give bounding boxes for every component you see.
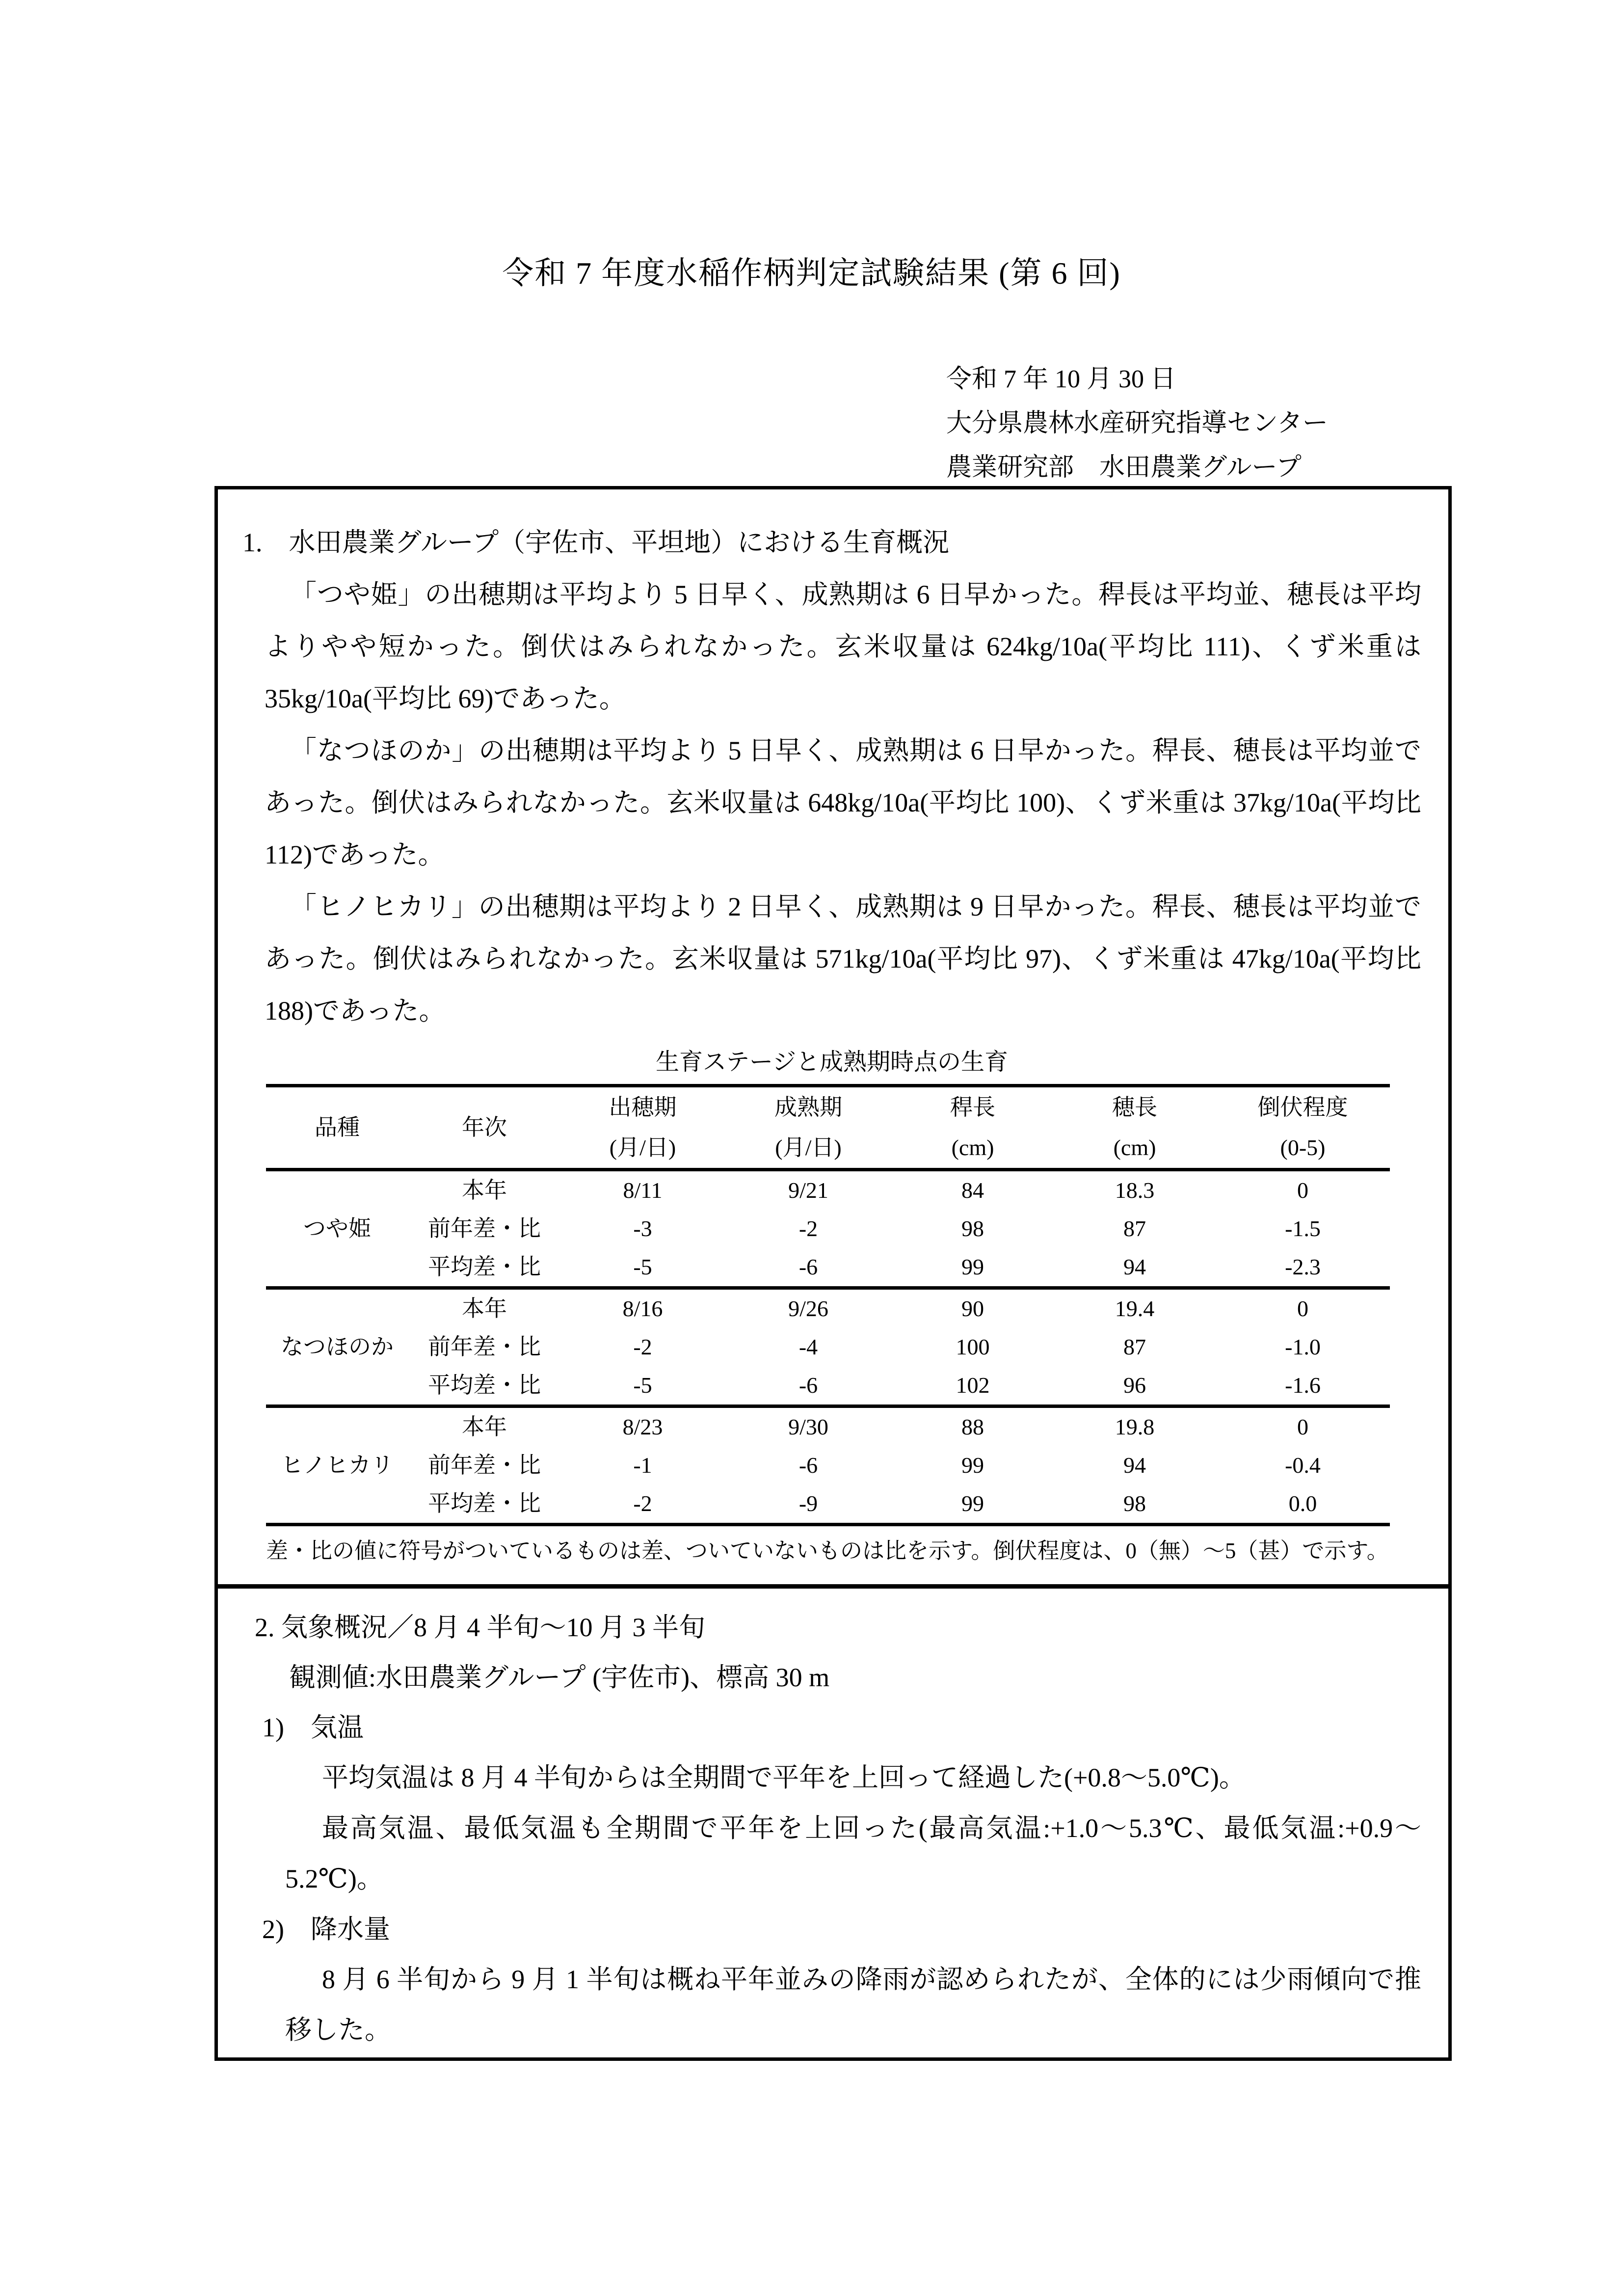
- table-cell: -1.6: [1285, 1373, 1321, 1398]
- column-header-heading-date: 出穂期: [609, 1095, 677, 1120]
- table-cell: 8/23: [622, 1414, 663, 1439]
- table-cell: 0.0: [1288, 1491, 1317, 1516]
- document-header: [946, 357, 1328, 490]
- table-cell: 87: [1123, 1334, 1146, 1359]
- table-row: [266, 1288, 1390, 1328]
- column-header-lodging: 倒伏程度: [1257, 1095, 1348, 1120]
- section2: [242, 1602, 1421, 2055]
- page-title: 令和 7 年度水稲作柄判定試験結果 (第 6 回): [502, 256, 1121, 291]
- table-cell: 99: [961, 1254, 984, 1279]
- table-header: [266, 1086, 1390, 1170]
- table-cell: -2: [798, 1216, 818, 1241]
- column-header-variety: 品種: [315, 1115, 360, 1140]
- section-divider: [218, 1584, 1448, 1589]
- table-cell: 0: [1297, 1296, 1308, 1321]
- unit-header-maturity-date: (月/日): [775, 1135, 842, 1160]
- table-cell: 87: [1123, 1216, 1146, 1241]
- table-cell: 19.8: [1115, 1414, 1155, 1439]
- temperature-paragraph-maxmin: 最高気温、最低気温も全期間で平年を上回った(最高気温:+1.0～5.3℃、最低気温:+0.9～5.2℃)。: [285, 1813, 1421, 1893]
- table-cell: -1: [633, 1453, 652, 1478]
- section1-heading: 1. 水田農業グループ（宇佐市、平坦地）における生育概況: [242, 528, 950, 557]
- table-cell: -9: [798, 1491, 818, 1516]
- table-note: 差・比の値に符号がついているものは差、ついていないものは比を示す。倒伏程度は、0（無）～5（甚）で示す。: [266, 1539, 1389, 1563]
- table-cell: 94: [1123, 1254, 1146, 1279]
- table-cell: 8/11: [623, 1178, 663, 1203]
- variety-name: なつほのか: [281, 1334, 394, 1359]
- content-box: [214, 486, 1452, 2061]
- year-type-label: 平均差・比: [428, 1491, 541, 1516]
- table-cell: -6: [798, 1254, 818, 1279]
- table-cell: -0.4: [1285, 1453, 1321, 1478]
- section2-heading: 2. 気象概況／8 月 4 半旬～10 月 3 半旬: [255, 1613, 705, 1642]
- observation-note: 観測値:水田農業グループ (宇佐市)、標高 30 m: [289, 1663, 830, 1692]
- table-cell: 0: [1297, 1414, 1308, 1439]
- table-cell: 98: [1123, 1491, 1146, 1516]
- table-cell: 94: [1123, 1453, 1146, 1478]
- growth-paragraph-hinohikari: 「ヒノヒカリ」の出穂期は平均より 2 日早く、成熟期は 9 日早かった。稈長、穂長は平均並であった。倒伏はみられなかった。玄米収量は 571kg/10a(平均比 97)、くず米重は 47kg/10a(平均比 188)であった。: [265, 892, 1421, 1026]
- table-cell: -2: [633, 1334, 652, 1359]
- table-row: [266, 1248, 1390, 1288]
- year-type-label: 本年: [462, 1178, 507, 1203]
- column-header-maturity-date: 成熟期: [774, 1095, 842, 1120]
- table-row: [266, 1485, 1390, 1525]
- column-header-culm-length: 稈長: [950, 1095, 995, 1120]
- table-cell: 9/26: [788, 1296, 828, 1321]
- table-cell: 0: [1297, 1178, 1308, 1203]
- table-row: [266, 1210, 1390, 1248]
- temperature-paragraph-average: 平均気温は 8 月 4 半旬からは全期間で平年を上回って経過した(+0.8～5.0℃)。: [322, 1763, 1246, 1792]
- column-header-year: 年次: [462, 1115, 507, 1140]
- table-cell: 84: [961, 1178, 984, 1203]
- variety-name: ヒノヒカリ: [281, 1453, 394, 1478]
- table-cell: -5: [633, 1254, 652, 1279]
- unit-header-lodging: (0-5): [1280, 1135, 1326, 1160]
- table-cell: 88: [961, 1414, 984, 1439]
- table-cell: -5: [633, 1373, 652, 1398]
- table-cell: 100: [956, 1334, 990, 1359]
- growth-paragraph-natsuhonoka: 「なつほのか」の出穂期は平均より 5 日早く、成熟期は 6 日早かった。稈長、穂長は平均並であった。倒伏はみられなかった。玄米収量は 648kg/10a(平均比 100)、くず米重は 37kg/10a(平均比 112)であった。: [265, 736, 1421, 869]
- table-cell: 98: [961, 1216, 984, 1241]
- table-cell: -1.5: [1285, 1216, 1321, 1241]
- header-organization: 大分県農林水産研究指導センター: [946, 409, 1328, 437]
- table-row: [266, 1446, 1390, 1485]
- table-cell: 19.4: [1115, 1296, 1155, 1321]
- table-row: [266, 1366, 1390, 1406]
- year-type-label: 平均差・比: [428, 1373, 541, 1398]
- year-type-label: 前年差・比: [428, 1216, 541, 1241]
- table-cell: 9/30: [788, 1414, 828, 1439]
- year-type-label: 前年差・比: [428, 1334, 541, 1359]
- table-cell: -6: [798, 1373, 818, 1398]
- table-cell: -2: [633, 1491, 652, 1516]
- table-cell: 99: [961, 1491, 984, 1516]
- table-row: [266, 1328, 1390, 1366]
- year-type-label: 本年: [462, 1296, 507, 1321]
- year-type-label: 前年差・比: [428, 1453, 541, 1478]
- header-department: 農業研究部 水田農業グループ: [946, 454, 1302, 482]
- table-cell: 90: [961, 1296, 984, 1321]
- year-type-label: 平均差・比: [428, 1254, 541, 1279]
- precipitation-paragraph: 8 月 6 半旬から 9 月 1 半旬は概ね平年並みの降雨が認められたが、全体的には少雨傾向で推移した。: [285, 1965, 1421, 2045]
- table-cell: 9/21: [788, 1178, 828, 1203]
- unit-header-culm-length: (cm): [951, 1135, 994, 1160]
- unit-header-panicle-length: (cm): [1113, 1135, 1156, 1160]
- growth-table: [266, 1084, 1390, 1526]
- table-cell: 99: [961, 1453, 984, 1478]
- table-cell: 8/16: [622, 1296, 663, 1321]
- table-cell: -1.0: [1285, 1334, 1321, 1359]
- table-cell: 102: [956, 1373, 990, 1398]
- table-cell: -6: [798, 1453, 818, 1478]
- table-group-hinohikari: [266, 1406, 1390, 1525]
- subsection-label-temperature: 1) 気温: [262, 1713, 364, 1742]
- table-row: [266, 1170, 1390, 1210]
- variety-name: つや姫: [303, 1216, 371, 1241]
- table-title: 生育ステージと成熟期時点の生育: [655, 1049, 1009, 1075]
- unit-header-heading-date: (月/日): [609, 1135, 676, 1160]
- column-header-panicle-length: 穂長: [1112, 1095, 1157, 1120]
- subsection-label-precipitation: 2) 降水量: [262, 1915, 390, 1944]
- table-cell: 18.3: [1115, 1178, 1155, 1203]
- table-row: [266, 1406, 1390, 1447]
- year-type-label: 本年: [462, 1414, 507, 1439]
- table-group-tsuyahime: [266, 1170, 1390, 1288]
- table-cell: -2.3: [1285, 1254, 1321, 1279]
- table-cell: 96: [1123, 1373, 1146, 1398]
- header-date: 令和 7 年 10 月 30 日: [946, 365, 1176, 393]
- table-cell: -3: [633, 1216, 652, 1241]
- table-group-natsuhonoka: [266, 1288, 1390, 1406]
- growth-paragraph-tsuyahime: 「つや姫」の出穂期は平均より 5 日早く、成熟期は 6 日早かった。稈長は平均並、穂長は平均よりやや短かった。倒伏はみられなかった。玄米収量は 624kg/10a(平均比 111)、くず米重は 35kg/10a(平均比 69)であった。: [265, 580, 1421, 713]
- table-cell: -4: [798, 1334, 818, 1359]
